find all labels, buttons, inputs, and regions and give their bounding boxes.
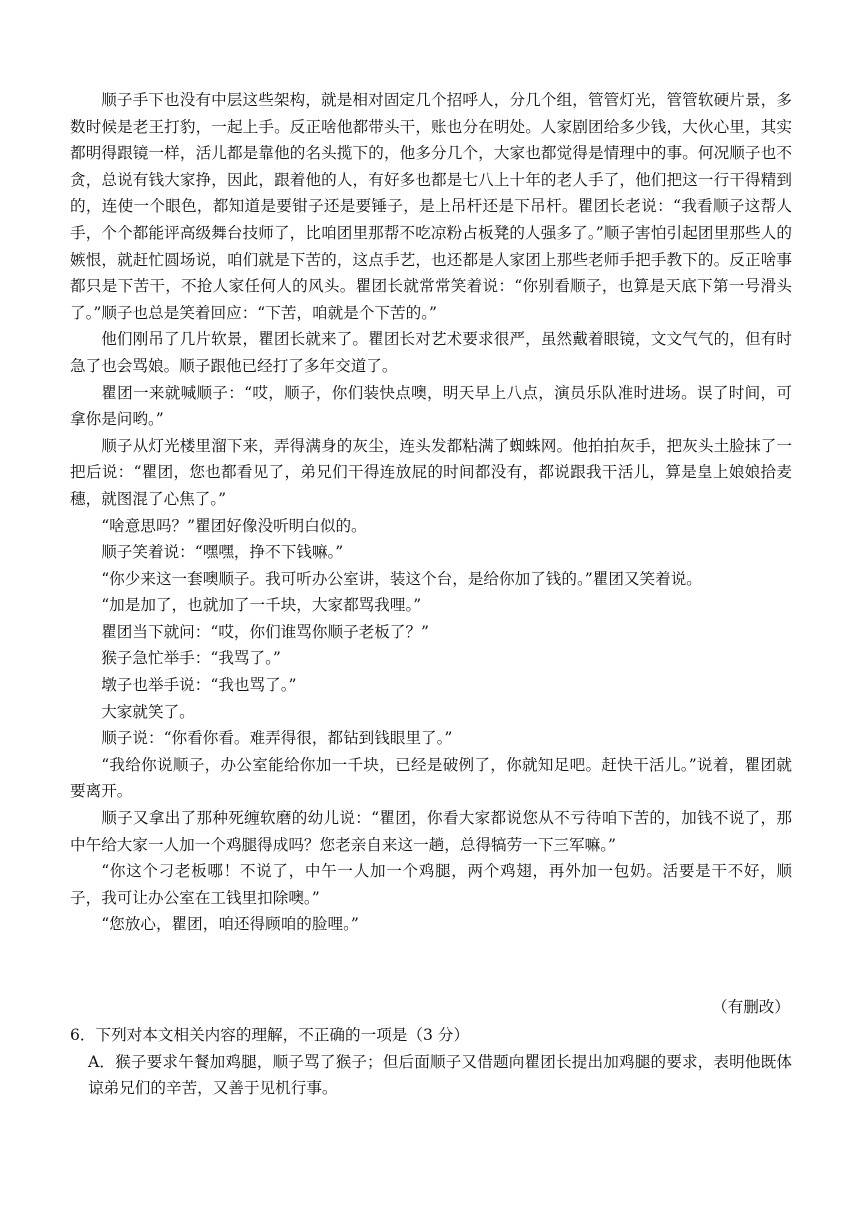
paragraph: “啥意思吗？”瞿团好像没听明白似的。 bbox=[101, 516, 367, 535]
paragraph: “我给你说顺子，办公室能给你加一千块，已经是破例了，你就知足吧。赶快干活儿。”说着，瞿团就要离开。 bbox=[70, 755, 792, 801]
paragraph: 顺子从灯光楼里溜下来，弄得满身的灰尘，连头发都粘满了蜘蛛网。他拍拍灰手，把灰头土脸抹了一把后说：“瞿团，您也都看见了，弟兄们干得连放屁的时间都没有，都说跟我干活儿，算是皇上娘娘拾麦穗，就图混了心焦了。” bbox=[70, 436, 792, 508]
paragraph: 顺子笑着说：“嘿嘿，挣不下钱嘛。” bbox=[101, 543, 344, 562]
paragraph: “你这个刁老板哪！不说了，中午一人加一个鸡腿，两个鸡翅，再外加一包奶。活要是干不好，顺子，我可让办公室在工钱里扣除噢。” bbox=[70, 862, 792, 907]
paragraph: 顺子说：“你看你看。难弄得很，都钻到钱眼里了。” bbox=[101, 729, 453, 748]
paragraph: “你少来这一套噢顺子。我可听办公室讲，装这个台，是给你加了钱的。”瞿团又笑着说。 bbox=[101, 569, 702, 588]
paragraph: “您放心，瞿团，咱还得顾咱的脸哩。” bbox=[101, 915, 359, 934]
paragraph: “加是加了，也就加了一千块，大家都骂我哩。” bbox=[101, 596, 422, 615]
paragraph: 顺子手下也没有中层这些架构，就是相对固定几个招呼人，分几个组，管管灯光，管管软硬片景，多数时候是老王打豹，一起上手。反正啥他都带头干，账也分在明处。人家剧团给多少钱，大伙心里，其实都明得跟镜一样，活儿都是靠他的名头揽下的，他多分几个，大家也都觉得是情理中的事。何况顺子也不贪，总说有钱大家挣，因此，跟着他的人，有好多也都是七八上十年的老人手了，他们把这一行干得精到的，连使一个眼色，都知道是要钳子还是要锤子，是上吊杆还是下吊杆。瞿团长老说：“我看顺子这帮人手，个个都能评高级舞台技师了，比咱团里那帮不吃凉粉占板凳的人强多了。”顺子害怕引起团里那些人的嫉恨，就赶忙圆场说，咱们就是下苦的，这点手艺，也还都是人家团上那些老师手把手教下的。反正啥事都只是下苦干，不抢人家任何人的风头。瞿团长就常常笑着说：“你别看顺子，也算是天底下第一号滑头了。”顺子也总是笑着回应：“下苦，咱就是个下苦的。” bbox=[70, 91, 792, 322]
question-stem: 6．下列对本文相关内容的理解，不正确的一项是（3 分） bbox=[70, 1026, 470, 1044]
paragraph: 他们刚吊了几片软景，瞿团长就来了。瞿团长对艺术要求很严，虽然戴着眼镜，文文气气的，但有时急了也会骂娘。顺子跟他已经打了多年交道了。 bbox=[70, 330, 792, 375]
source-note: （有删改） bbox=[712, 998, 790, 1016]
story-passage bbox=[70, 87, 792, 938]
paragraph: 瞿团一来就喊顺子：“哎，顺子，你们装快点噢，明天早上八点，演员乐队准时进场。误了时间，可拿你是问哟。” bbox=[70, 383, 792, 429]
question-6 bbox=[70, 1022, 792, 1102]
option-a: A．猴子要求午餐加鸡腿，顺子骂了猴子；但后面顺子又借题向瞿团长提出加鸡腿的要求，表明他既体谅弟兄们的辛苦，又善于见机行事。 bbox=[88, 1052, 792, 1098]
paragraph: 墩子也举手说：“我也骂了。” bbox=[101, 676, 297, 695]
paragraph: 顺子又拿出了那种死缠软磨的幼儿说：“瞿团，你看大家都说您从不亏待咱下苦的，加钱不说了，那中午给大家一人加一个鸡腿得成吗？您老亲自来这一趟，总得犒劳一下三军嘛。” bbox=[70, 809, 792, 854]
paragraph: 猴子急忙举手：“我骂了。” bbox=[101, 649, 281, 668]
paragraph: 大家就笑了。 bbox=[101, 702, 195, 721]
paragraph: 瞿团当下就问：“哎，你们谁骂你顺子老板了？” bbox=[101, 622, 430, 641]
